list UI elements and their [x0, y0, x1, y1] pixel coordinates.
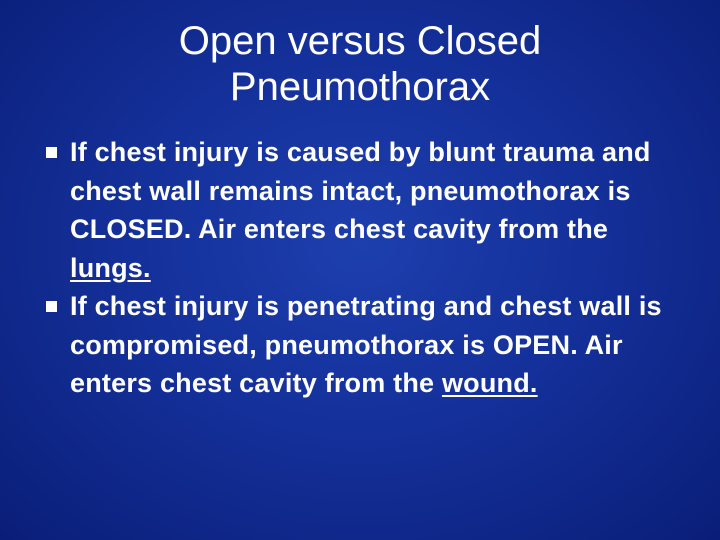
bullet-underlined-term: lungs.	[70, 252, 151, 283]
square-bullet-icon	[46, 301, 57, 312]
slide-title	[0, 18, 720, 110]
square-bullet-icon	[46, 147, 57, 158]
bullet-list	[30, 133, 690, 403]
bullet-item-open	[30, 287, 690, 403]
title-line-2: Pneumothorax	[229, 65, 491, 109]
title-line-1: Open versus Closed	[178, 19, 542, 63]
bullet-text: If chest injury is penetrating and chest wall is compromised, pneumothorax is OPEN. Air enters chest cavity from the	[70, 291, 662, 398]
bullet-item-closed	[30, 133, 690, 287]
bullet-text: If chest injury is caused by blunt trauma and chest wall remains intact, pneumothorax is CLOSED. Air enters chest cavity from the	[70, 137, 651, 244]
bullet-underlined-term: wound.	[441, 368, 538, 398]
